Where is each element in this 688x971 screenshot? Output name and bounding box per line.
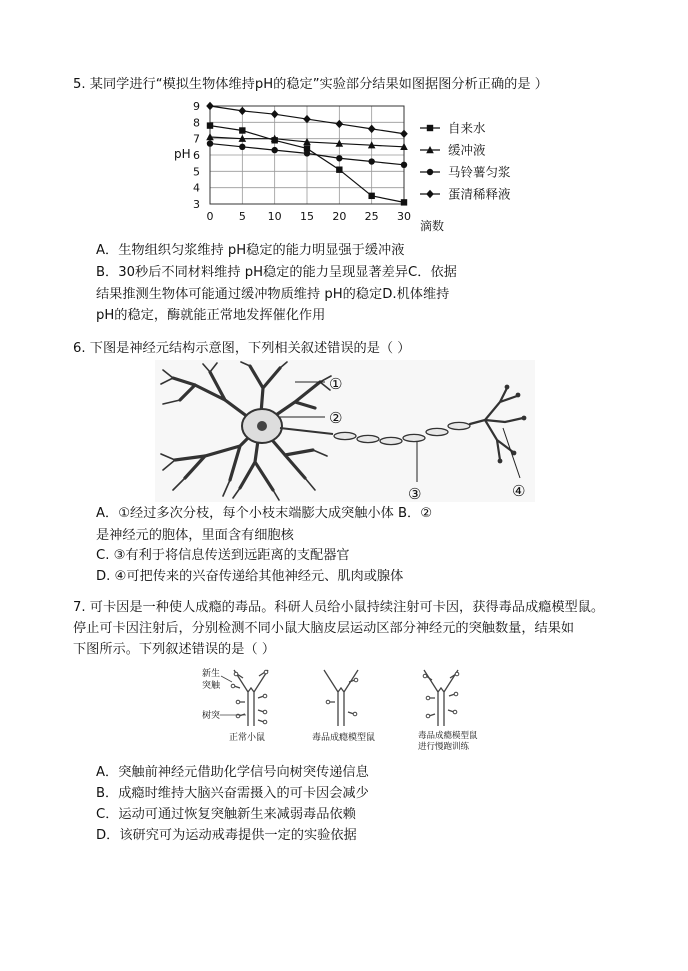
label-3: ③ xyxy=(408,485,422,502)
chart-legend xyxy=(420,121,511,202)
data-point-s2-3 xyxy=(304,150,310,156)
legend-label-1: 缓冲液 xyxy=(448,142,486,158)
caption-model: 毒品成瘾模型鼠 xyxy=(312,733,376,743)
legend-marker-0 xyxy=(427,125,433,131)
q5-option-a: A．生物组织匀浆维持 pH稳定的能力明显强于缓冲液 xyxy=(96,243,405,258)
caption-normal: 正常小鼠 xyxy=(229,733,266,743)
label-new: 新生 xyxy=(202,669,221,679)
data-point-s2-5 xyxy=(368,158,374,164)
xtick-label: 5 xyxy=(238,210,246,223)
label-synapse: 突触 xyxy=(202,681,221,691)
ytick-label: 8 xyxy=(193,116,200,130)
q6-option-a-line1: A．①经过多次分枝，每个小枝末端膨大成突触小体 B．② xyxy=(96,506,433,521)
q7-option-c: C．运动可通过恢复突触新生来减弱毒品依赖 xyxy=(96,807,356,822)
label-dendrite: 树突 xyxy=(202,711,221,721)
q5-stem: 5. 某同学进行“模拟生物体维持pH的稳定”实验部分结果如图据图分析正确的是 ） xyxy=(73,77,548,92)
nucleus xyxy=(257,421,267,431)
ytick-label: 9 xyxy=(193,100,200,113)
q6-option-a-line2: 是神经元的胞体，里面含有细胞核 xyxy=(96,528,294,543)
q6-option-c: C. ③有利于将信息传送到远距离的支配器官 xyxy=(96,548,350,563)
legend-marker-3 xyxy=(426,190,434,198)
data-point-s2-1 xyxy=(239,144,245,150)
ytick-label: 3 xyxy=(193,198,200,211)
q7-option-b: B．成瘾时维持大脑兴奋需摄入的可卡因会减少 xyxy=(96,786,369,801)
legend-label-3: 蛋清稀释液 xyxy=(448,186,511,202)
data-point-s0-1 xyxy=(239,127,245,133)
q7-option-a: A．突触前神经元借助化学信号向树突传递信息 xyxy=(96,765,369,780)
data-point-s2-0 xyxy=(207,140,213,146)
q5-option-b-line3: pH的稳定，酶就能正常地发挥催化作用 xyxy=(96,308,326,323)
synapse-diagram xyxy=(196,662,496,754)
caption-trained-1: 毒品成瘾模型鼠 xyxy=(418,731,478,741)
data-point-s0-4 xyxy=(336,167,342,173)
ytick-label: 7 xyxy=(193,132,200,146)
data-point-s0-6 xyxy=(401,199,407,205)
xtick-label: 10 xyxy=(267,210,282,223)
caption-trained-2: 进行慢跑训练 xyxy=(418,742,470,752)
label-1: ① xyxy=(329,375,343,393)
data-point-s0-0 xyxy=(207,122,213,128)
q5-option-b-line2: 结果推测生物体可能通过缓冲物质维持 pH的稳定D.机体维持 xyxy=(96,287,450,302)
xtick-label: 15 xyxy=(300,210,314,223)
q7-stem-line3: 下图所示。下列叙述错误的是（ ） xyxy=(73,642,276,657)
data-point-s3-4 xyxy=(336,120,344,128)
data-point-s2-4 xyxy=(336,155,342,161)
xtick-label: 20 xyxy=(332,210,347,223)
data-point-s3-1 xyxy=(239,107,247,115)
ph-line-chart xyxy=(168,98,528,238)
q6-stem: 6. 下图是神经元结构示意图，下列相关叙述错误的是（ ） xyxy=(73,341,411,356)
legend-marker-2 xyxy=(427,169,433,175)
data-point-s3-5 xyxy=(368,125,376,133)
q7-stem-line2: 停止可卡因注射后，分别检测不同小鼠大脑皮层运动区部分神经元的突触数量，结果如 xyxy=(73,621,575,636)
data-point-s3-2 xyxy=(271,110,279,118)
data-point-s3-0 xyxy=(206,102,214,110)
xtick-label: 25 xyxy=(364,210,379,223)
data-point-s0-5 xyxy=(368,193,374,199)
q7-option-d: D．该研究可为运动戒毒提供一定的实验依据 xyxy=(96,828,357,843)
label-2: ② xyxy=(329,409,343,427)
ytick-label: 4 xyxy=(193,181,200,195)
chart-ylabel: pH xyxy=(174,147,191,161)
ytick-label: 6 xyxy=(193,149,200,162)
data-point-s2-2 xyxy=(271,147,277,153)
q6-option-d: D. ④可把传来的兴奋传递给其他神经元、肌肉或腺体 xyxy=(96,569,404,584)
ytick-label: 5 xyxy=(193,165,200,179)
q5-option-b-line1: B．30秒后不同材料维持 pH稳定的能力呈现显著差异C．依据 xyxy=(96,265,457,280)
data-point-s3-6 xyxy=(400,130,408,138)
legend-label-2: 马铃薯匀浆 xyxy=(448,164,511,180)
data-point-s2-6 xyxy=(401,162,407,168)
q7-stem-line1: 7. 可卡因是一种使人成瘾的毒品。科研人员给小鼠持续注射可卡因，获得毒品成瘾模型鼠。 xyxy=(73,600,605,615)
chart-xlabel: 滴数 xyxy=(420,219,445,233)
dendrite-model xyxy=(324,670,358,726)
neuron-diagram xyxy=(155,360,535,502)
legend-label-0: 自来水 xyxy=(448,120,486,136)
label-4: ④ xyxy=(512,482,526,500)
xtick-label: 30 xyxy=(397,210,411,223)
xtick-label: 0 xyxy=(206,210,214,223)
